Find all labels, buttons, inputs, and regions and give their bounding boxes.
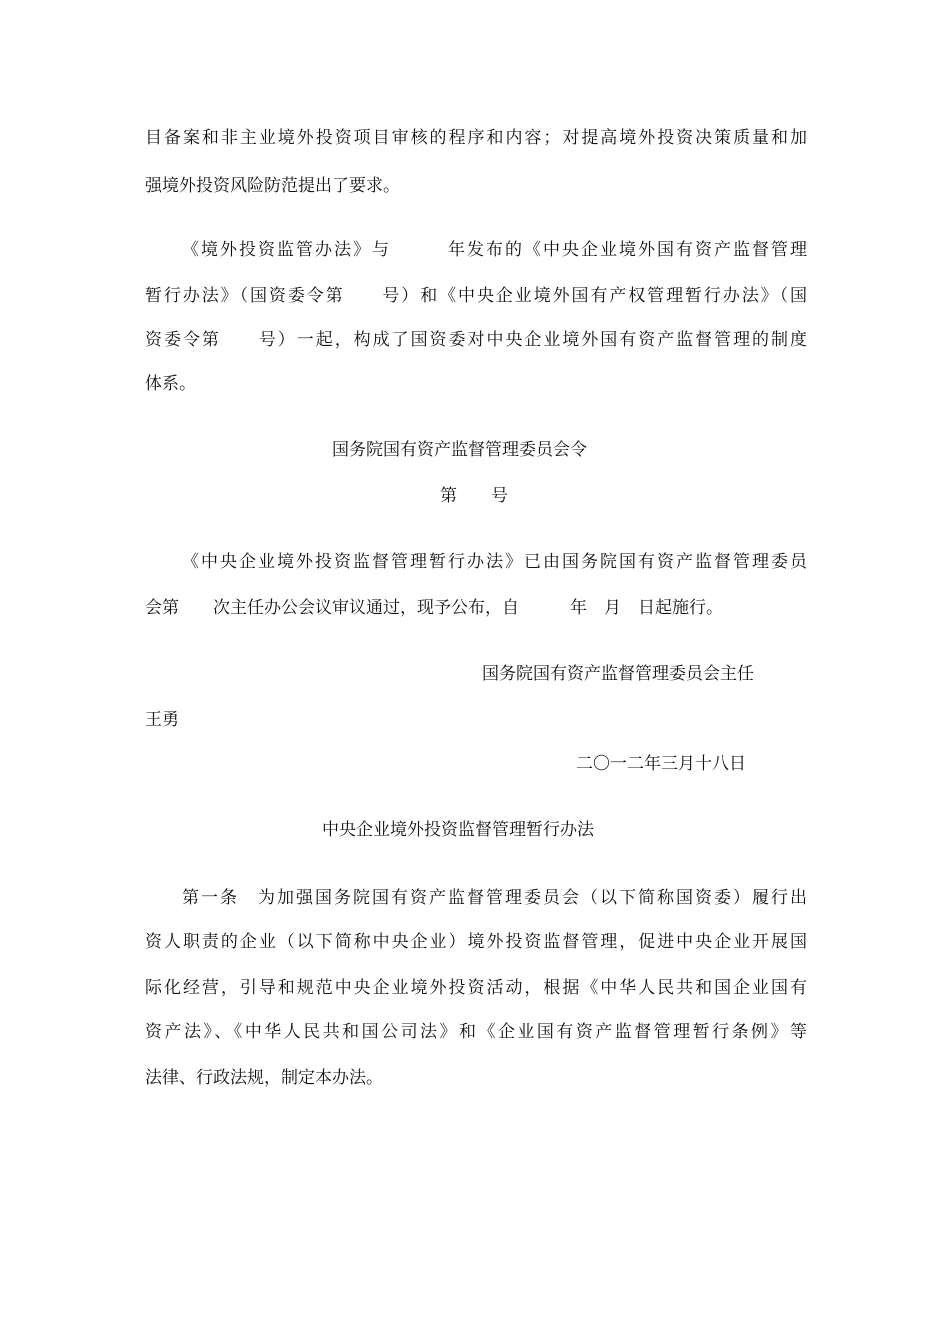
paragraph-1-line-1: 目备案和非主业境外投资项目审核的程序和内容；对提高境外投资决策质量和加 [145,128,807,148]
paragraph-3-line-1: 《中央企业境外投资监督管理暂行办法》已由国务院国有资产监督管理委员 [182,552,807,572]
paragraph-2-line-3: 资委令第 号）一起，构成了国资委对中央企业境外国有资产监督管理的制度 [145,330,807,350]
order-number: 第 号 [440,486,508,506]
paragraph-2-line-4: 体系。 [145,374,196,394]
paragraph-2-line-2: 暂行办法》（国资委令第 号）和《中央企业境外国有产权管理暂行办法》（国 [145,286,807,306]
article-1-line-5: 法律、行政法规，制定本办法。 [145,1068,383,1088]
measures-title: 中央企业境外投资监督管理暂行办法 [322,820,594,840]
article-1-line-4: 资产法》、《中华人民共和国公司法》和《企业国有资产监督管理暂行条例》等 [145,1022,807,1042]
article-1-line-1: 第一条 为加强国务院国有资产监督管理委员会（以下简称国资委）履行出 [182,888,807,908]
document-date: 二〇一二年三月十八日 [576,754,746,774]
signature-name: 王勇 [145,710,179,730]
paragraph-2-line-1: 《境外投资监管办法》与 年发布的《中央企业境外国有资产监督管理 [182,240,807,260]
article-1-line-2: 资人职责的企业（以下简称中央企业）境外投资监督管理，促进中央企业开展国 [145,932,807,952]
order-title: 国务院国有资产监督管理委员会令 [332,440,587,460]
paragraph-3-line-2: 会第 次主任办公会议审议通过，现予公布，自 年 月 日起施行。 [145,598,723,618]
paragraph-1-line-2: 强境外投资风险防范提出了要求。 [145,176,400,196]
article-1-line-3: 际化经营，引导和规范中央企业境外投资活动，根据《中华人民共和国企业国有 [145,978,807,998]
signature-title: 国务院国有资产监督管理委员会主任 [482,664,754,684]
